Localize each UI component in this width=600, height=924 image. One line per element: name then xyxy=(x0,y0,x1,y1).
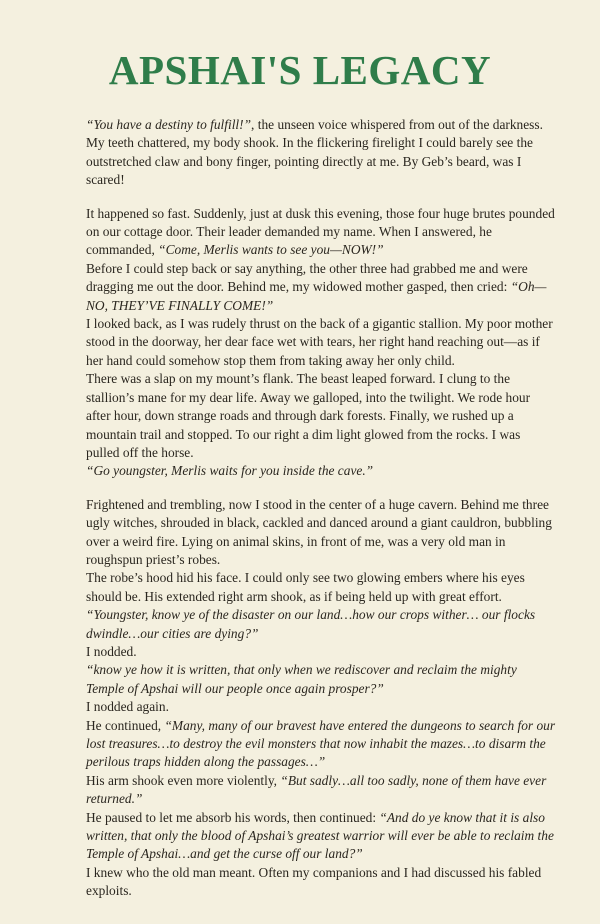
narration-text: I knew who the old man meant. Often my companions and I had discussed his fabled exploits. xyxy=(86,864,542,899)
story-paragraph xyxy=(86,116,556,134)
narration-text: Before I could step back or say anything, the other three had grabbed me and were dragging me out the door. Behind me, my widowed mother gasped, then cried: xyxy=(86,260,528,295)
story-paragraph xyxy=(86,661,556,698)
dialogue-text: “Oh—NO, THEY’VE FINALLY COME!” xyxy=(86,279,547,313)
narration-text: I looked back, as I was rudely thrust on the back of a gigantic stallion. My poor mother stood in the doorway, her dear face wet with tears, her right hand reaching out—as if her hand could somehow stop them from taking away her only child. xyxy=(86,316,553,368)
narration-text: I nodded. xyxy=(86,643,137,659)
dialogue-text: “Youngster, know ye of the disaster on our land…how our crops wither… our flocks dwindle…our cities are dying?” xyxy=(86,607,536,641)
dialogue-text: “You have a destiny to fulfill!” xyxy=(86,117,252,132)
story-paragraph xyxy=(86,315,556,370)
story-paragraph xyxy=(86,370,556,462)
story-paragraph xyxy=(86,205,556,260)
story-paragraph xyxy=(86,462,556,480)
narration-text: My teeth chattered, my body shook. In the flickering firelight I could barely see the outstretched claw and bony finger, pointing directly at me. By Geb’s beard, was I scared! xyxy=(86,135,533,188)
dialogue-text: “Come, Merlis wants to see you—NOW!” xyxy=(158,242,384,258)
narration-text: His arm shook even more violently, xyxy=(86,772,281,788)
story-paragraph xyxy=(86,260,556,315)
story-paragraph xyxy=(86,606,556,643)
dialogue-text: “But sadly…all too sadly, none of them have ever returned.” xyxy=(86,772,547,807)
page-title: APSHAI'S LEGACY xyxy=(108,47,492,93)
story-paragraph xyxy=(86,864,556,901)
narration-text: , the unseen voice whispered from out of the darkness. xyxy=(251,117,543,132)
dialogue-text: “Go youngster, Merlis waits for you inside the cave.” xyxy=(86,463,374,479)
story-paragraph xyxy=(86,496,556,570)
dialogue-text: “know ye how it is written, that only when we rediscover and reclaim the mighty Temple of Apshai will our people once again prosper?” xyxy=(86,662,517,696)
narration-text: It happened so fast. Suddenly, just at dusk this evening, those four huge brutes pounded on our cottage door. Their leader demanded my name. When I answered, he commanded, xyxy=(86,205,555,258)
narration-text: I nodded again. xyxy=(86,699,169,715)
story-paragraph xyxy=(86,717,556,772)
narration-text: The robe’s hood hid his face. I could only see two glowing embers where his eyes should be. His extended right arm shook, as if being held up with great effort. xyxy=(86,570,525,604)
story-text xyxy=(86,116,556,901)
story-paragraph xyxy=(86,809,556,864)
story-paragraph xyxy=(86,698,556,716)
narration-text: Frightened and trembling, now I stood in the center of a huge cavern. Behind me three ugly witches, shrouded in black, cackled and danced around a giant cauldron, bubbling over a weird fire. Lying on animal skins, in front of me, was a very old man in roughspun priest’s robes. xyxy=(86,496,552,567)
story-paragraph xyxy=(86,643,556,661)
story-paragraph xyxy=(86,569,556,606)
dialogue-text: “And do ye know that it is also written, that only the blood of Apshai’s greatest warrior will ever be able to reclaim the Temple of Apshai…and get the curse off our land?” xyxy=(86,809,554,862)
dialogue-text: “Many, many of our bravest have entered the dungeons to search for our lost treasures…to destroy the evil monsters that now inhabit the mazes…to disarm the perilous traps hidden along the passages…” xyxy=(86,717,556,770)
narration-text: He continued, xyxy=(86,717,165,733)
story-paragraph xyxy=(86,134,556,189)
narration-text: There was a slap on my mount’s flank. The beast leaped forward. I clung to the stallion’s mane for my dear life. Away we galloped, into the twilight. We rode hour after hour, down strange roads and through dark forests. Finally, we rushed up a mountain trail and stopped. To our right a dim light glowed from the rocks. I was pulled off the horse. xyxy=(86,371,531,460)
narration-text: He paused to let me absorb his words, then continued: xyxy=(86,809,380,825)
story-paragraph xyxy=(86,772,556,809)
